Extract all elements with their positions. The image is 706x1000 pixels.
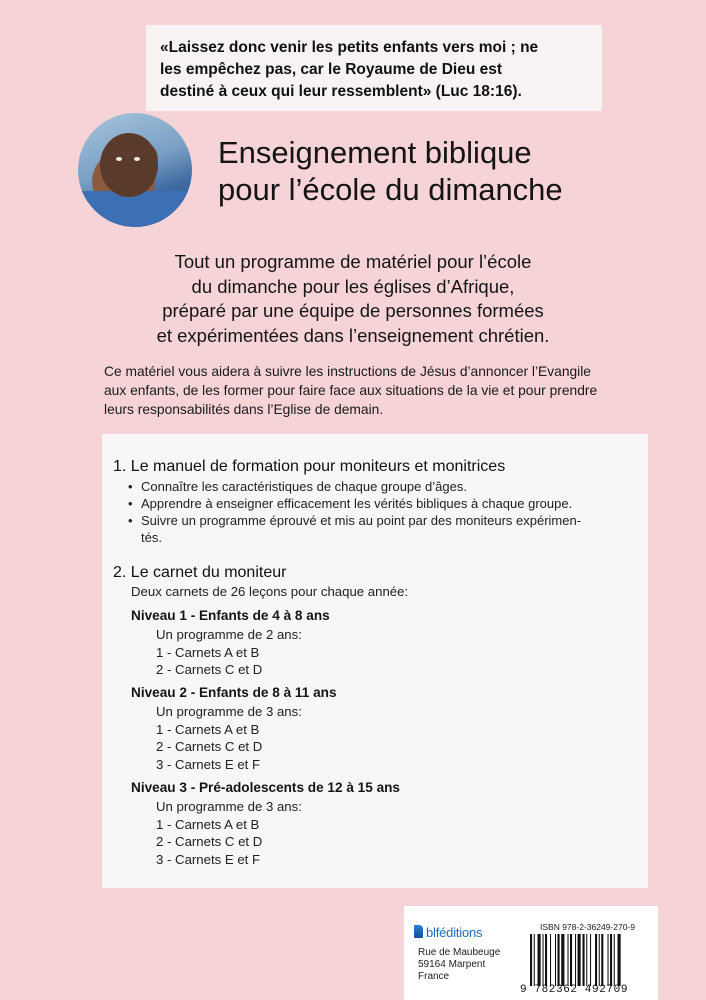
child-photo: [78, 113, 192, 227]
level-item: 3 - Carnets E et F: [156, 851, 261, 867]
address-line: 59164 Marpent: [418, 959, 486, 970]
quote-line: «Laissez donc venir les petits enfants vers moi ; ne: [160, 39, 539, 56]
barcode-bar: [534, 934, 535, 986]
address-line: Rue de Maubeuge: [418, 947, 501, 958]
barcode-bar: [555, 934, 556, 986]
description-line: leurs responsabilités dans l’Eglise de demain.: [104, 402, 384, 417]
barcode-bar: [561, 934, 564, 986]
barcode-bar: [608, 934, 609, 986]
section1-bullets: [128, 478, 638, 546]
photo-shirt: [78, 191, 192, 227]
bullet-item: • Suivre un programme éprouvé et mis au point par des moniteurs expérimen-: [128, 512, 638, 529]
level-program: Un programme de 2 ans:: [156, 627, 302, 642]
barcode-bar: [601, 934, 603, 986]
barcode-bar: [614, 934, 615, 986]
description-line: aux enfants, de les former pour faire face aux situations de la vie et pour prendre: [104, 383, 598, 398]
barcode-bar: [583, 934, 585, 986]
barcode-bar: [550, 934, 551, 986]
section2-title: 2. Le carnet du moniteur: [113, 564, 287, 581]
barcode-bar: [595, 934, 597, 986]
level1-items: [156, 626, 302, 679]
title-line: pour l’école du dimanche: [218, 172, 563, 207]
level-program: Un programme de 3 ans:: [156, 704, 302, 719]
book-icon: [414, 925, 423, 938]
barcode-bar: [558, 934, 560, 986]
barcode-bar: [575, 934, 576, 986]
barcode-bar: [599, 934, 600, 986]
barcode-bar: [618, 934, 621, 986]
logo-text: blféditions: [426, 925, 483, 940]
photo-face: [100, 133, 158, 197]
publisher-address: [418, 947, 500, 983]
intro-text: [30, 250, 676, 348]
level2-items: [156, 703, 302, 773]
isbn-text: ISBN 978-2-36249-270-9: [540, 922, 635, 932]
description-line: Ce matériel vous aidera à suivre les instructions de Jésus d’annoncer l’Evangile: [104, 364, 591, 379]
level-program: Un programme de 3 ans:: [156, 799, 302, 814]
barcode-digits: 9 782362 492709: [520, 984, 629, 996]
bullet-item: • Connaître les caractéristiques de chaque groupe d’âges.: [128, 478, 638, 495]
barcode: [528, 934, 650, 986]
level-item: 3 - Carnets E et F: [156, 756, 261, 772]
intro-line: préparé par une équipe de personnes formées: [162, 300, 544, 321]
barcode-bar: [543, 934, 544, 986]
barcode-bar: [578, 934, 581, 986]
level1-title: Niveau 1 - Enfants de 4 à 8 ans: [131, 608, 330, 623]
barcode-bar: [545, 934, 547, 986]
barcode-bar: [590, 934, 591, 986]
photo-eye: [134, 157, 140, 161]
level-item: 2 - Carnets C et D: [156, 662, 263, 678]
publisher-logo: [414, 925, 482, 940]
quote-line: destiné à ceux qui leur ressemblent» (Luc 18:16).: [160, 83, 522, 100]
bullet-continuation: tés.: [141, 530, 162, 545]
quote-line: les empêchez pas, car le Royaume de Dieu est: [160, 61, 503, 78]
level-item: 2 - Carnets C et D: [156, 739, 263, 755]
level-item: 2 - Carnets C et D: [156, 834, 263, 850]
page-title: [218, 134, 658, 208]
description: [104, 362, 624, 419]
barcode-bar: [530, 934, 532, 986]
photo-eye: [116, 157, 122, 161]
level-item: 1 - Carnets A et B: [156, 721, 260, 737]
section1-title: 1. Le manuel de formation pour moniteurs et monitrices: [113, 458, 506, 475]
barcode-bar: [586, 934, 587, 986]
intro-line: Tout un programme de matériel pour l’école: [174, 251, 532, 272]
level3-title: Niveau 3 - Pré-adolescents de 12 à 15 ans: [131, 780, 400, 795]
barcode-bar: [538, 934, 541, 986]
bullet-item: • Apprendre à enseigner efficacement les vérités bibliques à chaque groupe.: [128, 495, 638, 512]
barcode-bar: [570, 934, 572, 986]
barcode-bar: [610, 934, 612, 986]
intro-line: du dimanche pour les églises d’Afrique,: [191, 275, 515, 297]
address-line: France: [418, 971, 450, 982]
title-line: Enseignement biblique: [218, 135, 532, 170]
level-item: 1 - Carnets A et B: [156, 816, 260, 832]
level-item: 1 - Carnets A et B: [156, 644, 260, 660]
intro-line: et expérimentées dans l’enseignement chrétien.: [156, 324, 550, 346]
quote-box: [146, 25, 602, 111]
section2-subtitle: Deux carnets de 26 leçons pour chaque année:: [131, 584, 409, 599]
level2-title: Niveau 2 - Enfants de 8 à 11 ans: [131, 685, 337, 700]
level3-items: [156, 798, 302, 868]
barcode-bar: [568, 934, 569, 986]
